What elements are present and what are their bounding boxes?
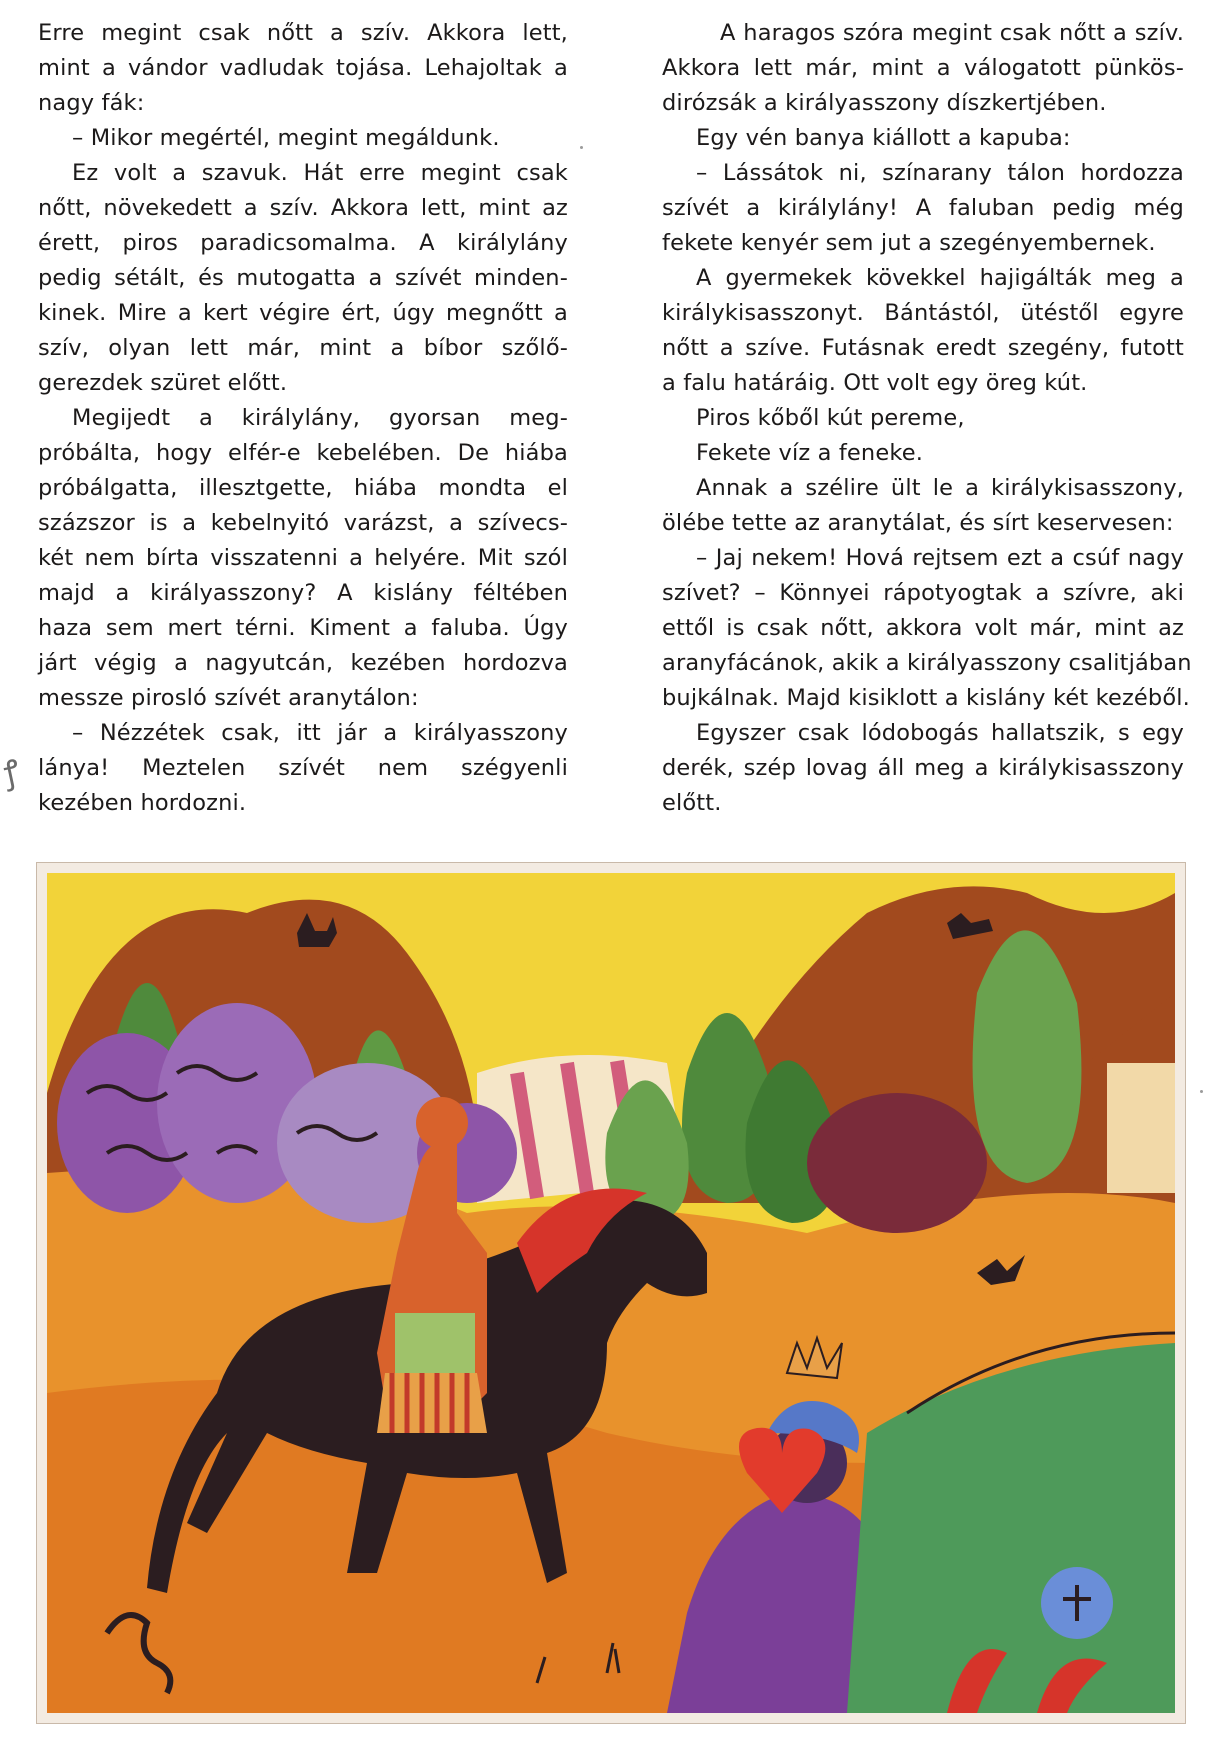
- text-line: járt végig a nagyutcán, kezében hordozva: [38, 650, 568, 676]
- text-line: a falu határáig. Ott volt egy öreg kút.: [662, 370, 1088, 396]
- text-line: A haragos szóra megint csak nőtt a szív.: [720, 20, 1184, 46]
- text-line: nőtt, növekedett a szív. Akkora lett, mint az: [38, 195, 568, 221]
- text-line: – Jaj nekem! Hová rejtsem ezt a csúf nagy: [696, 545, 1184, 571]
- text-line: fekete kenyér sem jut a szegényembernek.: [662, 230, 1156, 256]
- text-line: Erre megint csak nőtt a szív. Akkora lett,: [38, 20, 568, 46]
- verse-line: Piros kőből kút pereme,: [696, 405, 965, 431]
- knight-tunic: [395, 1313, 475, 1373]
- paper-speck: [580, 146, 583, 149]
- text-line: előtt.: [662, 790, 722, 816]
- text-line: érett, piros paradicsomalma. A királylány: [38, 230, 568, 256]
- house: [1107, 1053, 1175, 1193]
- text-line: dirózsák a királyasszony díszkertjében.: [662, 90, 1107, 116]
- text-line: bujkálnak. Majd kisiklott a kislány két kezéből.: [662, 685, 1190, 711]
- text-line: aranyfácánok, akik a királyasszony csalitjában: [662, 650, 1192, 676]
- paragraph: [38, 716, 568, 821]
- paragraph: [662, 121, 1184, 156]
- text-line: lánya! Meztelen szívét nem szégyenli: [38, 755, 568, 781]
- verse: [662, 401, 1184, 436]
- paragraph: [662, 471, 1184, 541]
- text-line: szív, olyan lett már, mint a bíbor szőlő-: [38, 335, 568, 361]
- paper-speck: [1200, 1090, 1203, 1093]
- illustration-frame: [36, 862, 1186, 1724]
- text-line: szívét a királylány! A faluban pedig még: [662, 195, 1184, 221]
- text-line: Megijedt a királylány, gyorsan meg-: [72, 405, 568, 431]
- text-line: Akkora lett már, mint a válogatott pünkös-: [662, 55, 1184, 81]
- paragraph: [662, 261, 1184, 401]
- text-line: ölébe tette az aranytálat, és sírt keservesen:: [662, 510, 1174, 536]
- text-line: pedig sétált, és mutogatta a szívét minden-: [38, 265, 568, 291]
- text-line: szívet? – Könnyei rápotyogtak a szívre, aki: [662, 580, 1184, 606]
- text-line: próbálgatta, illesztgette, hiába mondta el: [38, 475, 568, 501]
- left-text-column: [38, 16, 568, 821]
- text-line: mint a vándor vadludak tojása. Lehajoltak a: [38, 55, 568, 81]
- text-line: Egy vén banya kiállott a kapuba:: [696, 125, 1071, 151]
- illustration: [47, 873, 1175, 1713]
- text-line: A gyermekek kövekkel hajigálták meg a: [696, 265, 1184, 291]
- text-line: derék, szép lovag áll meg a királykisasszony: [662, 755, 1184, 781]
- text-line: – Lássátok ni, színarany tálon hordozza: [696, 160, 1184, 186]
- verse-line: Fekete víz a feneke.: [696, 440, 924, 466]
- red-bush: [807, 1093, 987, 1233]
- knight-head: [416, 1097, 468, 1149]
- text-line: haza sem mert térni. Kiment a faluba. Úgy: [38, 615, 568, 641]
- text-line: próbálta, hogy elfér-e kebelében. De hiába: [38, 440, 568, 466]
- paragraph: [38, 156, 568, 401]
- text-line: – Nézzétek csak, itt jár a királyasszony: [72, 720, 568, 746]
- paragraph: [38, 16, 568, 121]
- illustration-svg: [47, 873, 1175, 1713]
- text-line: nőtt a szíve. Futásnak eredt szegény, futott: [662, 335, 1184, 361]
- paragraph: [38, 401, 568, 716]
- text-line: kezében hordozni.: [38, 790, 247, 816]
- paragraph: [662, 716, 1184, 821]
- text-line: nagy fák:: [38, 90, 145, 116]
- paragraph: [38, 121, 568, 156]
- text-line: Egyszer csak lódobogás hallatszik, s egy: [696, 720, 1184, 746]
- right-text-column: [662, 16, 1192, 821]
- paragraph: [662, 156, 1184, 261]
- text-line: kinek. Mire a kert végire ért, úgy megnőtt a: [38, 300, 568, 326]
- paragraph: [662, 541, 1192, 716]
- text-line: gerezdek szüret előtt.: [38, 370, 288, 396]
- text-line: két nem bírta visszatenni a helyére. Mit szól: [38, 545, 568, 571]
- verse: [662, 436, 1184, 471]
- text-line: majd a királyasszony? A kislány féltében: [38, 580, 568, 606]
- pencil-margin-mark: ꝭ: [0, 751, 24, 793]
- text-line: Ez volt a szavuk. Hát erre megint csak: [72, 160, 568, 186]
- text-line: százszor is a kebelnyitó varázst, a szívecs-: [38, 510, 568, 536]
- text-line: ettől is csak nőtt, akkora volt már, mint az: [662, 615, 1184, 641]
- text-line: Annak a szélire ült le a királykisasszony,: [696, 475, 1184, 501]
- text-line: királykisasszonyt. Bántástól, ütéstől egyre: [662, 300, 1184, 326]
- text-line: messze pirosló szívét aranytálon:: [38, 685, 419, 711]
- text-line: – Mikor megértél, megint megáldunk.: [72, 125, 500, 151]
- paragraph: [662, 16, 1184, 121]
